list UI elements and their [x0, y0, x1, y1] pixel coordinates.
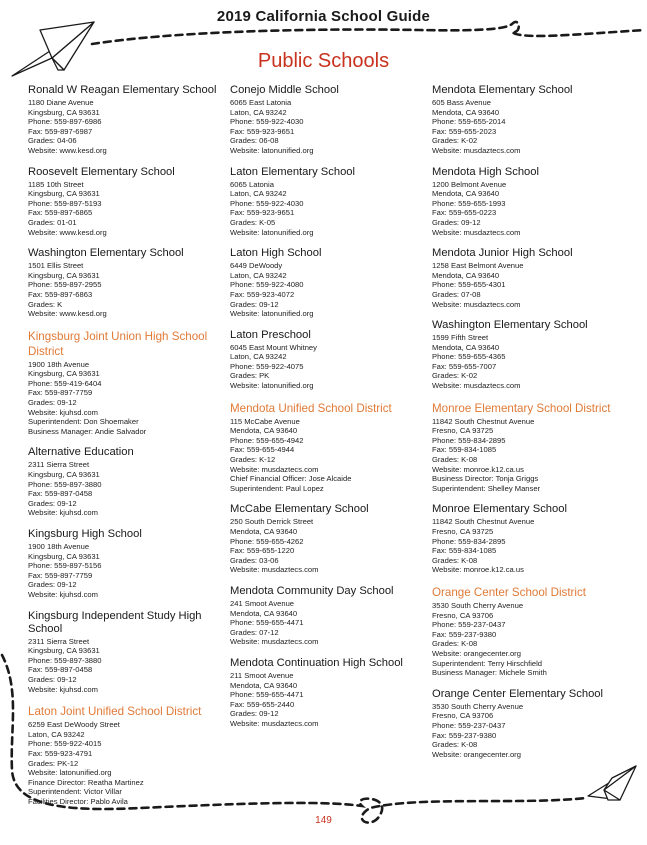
entry-detail-line: Fax: 559-923-4072 [230, 289, 295, 299]
entry-detail-line: Phone: 559-655-4471 [230, 618, 304, 628]
entry-detail-line: Grades: 09-12 [28, 580, 77, 590]
school-name: Mendota Elementary School [432, 84, 573, 96]
entry-detail-line: Mendota, CA 93640 [432, 342, 500, 352]
entry-detail-line: Grades: K-08 [432, 455, 478, 465]
school-name: Laton Preschool [230, 328, 311, 341]
entry-detail-line: 1180 Diane Avenue [28, 98, 94, 107]
entry-detail-line: Grades: PK-12 [28, 758, 79, 768]
entry-detail-line: Phone: 559-419-6404 [28, 378, 102, 388]
entry-detail-line: Fax: 559-897-6865 [28, 208, 93, 218]
entry-detail-line: Grades: K-08 [432, 639, 478, 649]
district-name: Monroe Elementary School District [432, 401, 611, 415]
school-name: Conejo Middle School [230, 84, 339, 96]
entry-detail-line: Phone: 559-655-4942 [230, 435, 304, 445]
entry-detail-line: Grades: 03-06 [230, 555, 279, 565]
entry-detail-line: Mendota, CA 93640 [230, 527, 298, 536]
entry-detail-line: Grades: 09-12 [432, 217, 481, 227]
entry-detail-line: 1258 East Belmont Avenue [432, 261, 524, 271]
entry-detail-line: Website: latonunified.org [230, 381, 314, 391]
entry-detail-line: Fresno, CA 93725 [432, 527, 494, 536]
entry-detail-line: Website: musdaztecs.com [432, 299, 521, 309]
school-name: Ronald W Reagan Elementary School [28, 84, 217, 96]
entry-detail-line: Grades: K-12 [230, 455, 276, 465]
entry-detail-line: Grades: 04-06 [28, 136, 77, 146]
entry-detail-line: Grades: 09-12 [230, 299, 279, 309]
school-name: Laton High School [230, 247, 322, 260]
entry-detail-line: 11842 South Chestnut Avenue [432, 517, 535, 527]
school-entry [28, 446, 220, 518]
entry-detail-line: 6065 Latonia [230, 179, 274, 189]
entry-detail-line: Fax: 559-655-2440 [230, 699, 295, 709]
entry-detail-line: Grades: K [28, 299, 63, 309]
entry-detail-line: Grades: 01-01 [28, 217, 77, 227]
entry-detail-line: 6045 East Mount Whitney [230, 342, 317, 352]
entry-detail-line: Kingsburg, CA 93631 [28, 369, 100, 379]
entry-detail-line: Grades: K-02 [432, 136, 478, 146]
school-entry [432, 247, 624, 309]
entry-detail-line: Website: latonunified.org [230, 309, 314, 319]
entry-detail-line: Grades: K-08 [432, 555, 478, 565]
school-name: Monroe Elementary School [432, 503, 567, 516]
entry-detail-line: Superintendent: Paul Lopez [230, 483, 324, 493]
entry-detail-line: Chief Financial Officer: Jose Alcaide [230, 474, 352, 484]
entry-detail-line: 2311 Sierra Street [28, 460, 90, 470]
entry-detail-line: Website: kjuhsd.com [28, 589, 98, 599]
district-entry [432, 585, 624, 678]
entry-detail-line: Fax: 559-897-7759 [28, 570, 93, 580]
entry-detail-line: 250 South Derrick Street [230, 517, 314, 527]
entry-detail-line: Laton, CA 93242 [230, 107, 287, 117]
district-entry [432, 401, 624, 494]
entry-detail-line: Grades: 07-12 [230, 627, 279, 637]
entry-detail-line: Kingsburg, CA 93631 [28, 189, 100, 199]
school-entry [28, 247, 220, 319]
school-name: McCabe Elementary School [230, 503, 369, 516]
entry-detail-line: Superintendent: Shelley Manser [432, 483, 541, 493]
entry-detail-line: Fresno, CA 93706 [432, 610, 494, 620]
entry-detail-line: Facilities Director: Pablo Avila [28, 796, 128, 806]
school-name: Washington Elementary School [432, 319, 588, 332]
entry-detail-line: Mendota, CA 93640 [432, 107, 500, 117]
entry-detail-line: Phone: 559-834-2895 [432, 435, 506, 445]
school-name: Mendota Junior High School [432, 247, 573, 260]
entry-detail-line: Fax: 559-655-4944 [230, 445, 295, 455]
top-flight-path [92, 22, 645, 44]
entry-detail-line: Mendota, CA 93640 [230, 680, 298, 690]
entry-detail-line: 241 Smoot Avenue [230, 598, 295, 608]
entry-detail-line: Website: latonunified.org [230, 145, 314, 155]
entry-detail-line: 1900 18th Avenue [28, 542, 90, 551]
entry-detail-line: Website: musdaztecs.com [230, 464, 319, 474]
entry-detail-line: Phone: 559-834-2895 [432, 536, 506, 546]
entry-detail-line: Phone: 559-922-4080 [230, 280, 304, 290]
entry-detail-line: Website: musdaztecs.com [432, 227, 521, 237]
school-entry [432, 84, 624, 156]
column-1 [28, 84, 220, 816]
school-entry [28, 610, 220, 695]
entry-detail-line: Phone: 559-655-1993 [432, 198, 506, 208]
entry-detail-line: Fax: 559-237-9380 [432, 730, 497, 740]
entry-detail-line: Website: www.kesd.org [28, 145, 107, 155]
entry-detail-line: Fax: 559-897-0458 [28, 665, 93, 675]
entry-detail-line: Finance Director: Reatha Martinez [28, 777, 144, 787]
school-entry [230, 329, 422, 391]
entry-detail-line: Fresno, CA 93725 [432, 426, 494, 436]
entry-detail-line: Website: musdaztecs.com [230, 637, 319, 647]
entry-detail-line: Fax: 559-897-0458 [28, 489, 93, 499]
school-entry [432, 503, 624, 575]
entry-detail-line: Website: kjuhsd.com [28, 684, 98, 694]
entry-detail-line: Grades: 07-08 [432, 289, 481, 299]
entry-detail-line: 3530 South Cherry Avenue [432, 701, 524, 711]
entry-detail-line: Fax: 559-897-6987 [28, 126, 93, 136]
entry-detail-line: Grades: 09-12 [28, 498, 77, 508]
entry-detail-line: Grades: K-05 [230, 217, 276, 227]
entry-detail-line: Kingsburg, CA 93631 [28, 646, 100, 656]
entry-detail-line: 6065 East Latonia [230, 98, 292, 107]
district-entry [28, 704, 220, 806]
entry-detail-line: Mendota, CA 93640 [230, 426, 298, 436]
school-entry [230, 247, 422, 319]
school-entry [230, 503, 422, 575]
entry-detail-line: Fax: 559-655-7007 [432, 361, 497, 371]
entry-detail-line: Grades: 09-12 [28, 398, 77, 408]
entry-detail-line: Fax: 559-655-0223 [432, 208, 497, 218]
entry-detail-line: 211 Smoot Avenue [230, 670, 294, 680]
entry-detail-line: Mendota, CA 93640 [230, 608, 298, 618]
entry-detail-line: Superintendent: Victor Villar [28, 787, 122, 797]
section-title: Public Schools [257, 50, 390, 72]
entry-detail-line: Grades: K-02 [432, 371, 478, 381]
entry-detail-line: Fax: 559-655-1220 [230, 546, 295, 556]
entry-detail-line: Fresno, CA 93706 [432, 711, 494, 721]
district-name: Orange Center School District [432, 585, 587, 599]
entry-detail-line: Website: kjuhsd.com [28, 508, 98, 518]
entry-detail-line: Superintendent: Don Shoemaker [28, 417, 139, 427]
entry-detail-line: Fax: 559-897-6863 [28, 289, 93, 299]
entry-detail-line: Kingsburg, CA 93631 [28, 270, 100, 280]
guide-title: 2019 California School Guide [216, 8, 431, 25]
entry-detail-line: Website: www.kesd.org [28, 227, 107, 237]
entry-detail-line: Phone: 559-897-2955 [28, 280, 102, 290]
entry-detail-line: Business Manager: Andie Salvador [28, 426, 147, 436]
district-name: Laton Joint Unified School District [28, 705, 202, 719]
entry-detail-line: Laton, CA 93242 [28, 729, 85, 739]
entry-detail-line: Website: latonunified.org [28, 768, 112, 778]
entry-detail-line: Phone: 559-655-2014 [432, 117, 506, 127]
entry-detail-line: Grades: K-08 [432, 740, 478, 750]
entry-detail-line: Fax: 559-923-9651 [230, 126, 295, 136]
entry-detail-line: 1501 Ellis Street [28, 261, 84, 271]
entry-detail-line: Website: www.kesd.org [28, 309, 107, 319]
entry-detail-line: 1599 Fifth Street [432, 333, 489, 343]
school-entry [28, 166, 220, 238]
entry-detail-line: Grades: 06-08 [230, 136, 279, 146]
entry-detail-line: 1900 18th Avenue [28, 359, 90, 369]
entry-detail-line: Phone: 559-655-4365 [432, 352, 506, 362]
school-name: Kingsburg High School [28, 528, 142, 540]
entry-detail-line: Website: musdaztecs.com [432, 145, 521, 155]
school-entry [432, 319, 624, 391]
entry-detail-line: Fax: 559-923-9651 [230, 208, 295, 218]
entry-detail-line: Website: musdaztecs.com [432, 381, 521, 391]
entry-detail-line: 115 McCabe Avenue [230, 416, 300, 426]
entry-detail-line: Phone: 559-897-3880 [28, 655, 102, 665]
school-name: Alternative Education [28, 446, 134, 459]
entry-detail-line: Laton, CA 93242 [230, 189, 287, 199]
entry-detail-line: Grades: 09-12 [28, 674, 77, 684]
school-entry [28, 528, 220, 600]
entry-detail-line: Phone: 559-897-3880 [28, 479, 102, 489]
entry-detail-line: Mendota, CA 93640 [432, 189, 500, 199]
school-entry [28, 84, 220, 156]
entry-detail-line: Business Manager: Michele Smith [432, 668, 547, 678]
entry-detail-line: Phone: 559-237-0437 [432, 720, 506, 730]
entry-detail-line: Phone: 559-922-4015 [28, 739, 102, 749]
entry-detail-line: 1200 Belmont Avenue [432, 179, 507, 189]
entry-detail-line: Website: monroe.k12.ca.us [432, 565, 524, 575]
school-name: Roosevelt Elementary School [28, 165, 175, 178]
entry-detail-line: Fax: 559-834-1085 [432, 445, 497, 455]
entry-detail-line: Phone: 559-922-4030 [230, 117, 304, 127]
school-entry [432, 166, 624, 238]
entry-detail-line: Fax: 559-237-9380 [432, 629, 497, 639]
entry-detail-line: 1185 10th Street [28, 179, 84, 189]
entry-detail-line: 2311 Sierra Street [28, 636, 90, 646]
entry-detail-line: Website: musdaztecs.com [230, 565, 319, 575]
column-3 [432, 84, 624, 769]
school-entry [230, 585, 422, 647]
school-name: Mendota High School [432, 165, 539, 178]
entry-detail-line: 6449 DeWoody [230, 261, 283, 271]
entry-detail-line: Phone: 559-922-4030 [230, 198, 304, 208]
school-entry [230, 84, 422, 156]
entry-detail-line: Kingsburg, CA 93631 [28, 551, 100, 561]
entry-detail-line: 6259 East DeWoody Street [28, 720, 120, 730]
entry-detail-line: Kingsburg, CA 93631 [28, 107, 100, 117]
entry-detail-line: Superintendent: Terry Hirschfield [432, 658, 543, 668]
column-2 [230, 84, 422, 739]
entry-detail-line: Fax: 559-923-4791 [28, 748, 93, 758]
entry-detail-line: 11842 South Chestnut Avenue [432, 416, 535, 426]
entry-detail-line: 3530 South Cherry Avenue [432, 600, 524, 610]
entry-detail-line: Phone: 559-655-4471 [230, 690, 304, 700]
entry-detail-line: Laton, CA 93242 [230, 352, 287, 362]
entry-detail-line: Laton, CA 93242 [230, 270, 287, 280]
entry-detail-line: Fax: 559-655-2023 [432, 126, 497, 136]
entry-detail-line: Mendota, CA 93640 [432, 270, 500, 280]
entry-detail-line: Phone: 559-655-4301 [432, 280, 506, 290]
page-number: 149 [315, 815, 332, 826]
entry-detail-line: Website: musdaztecs.com [230, 718, 319, 728]
entry-detail-line: Website: latonunified.org [230, 227, 314, 237]
district-entry [230, 401, 422, 494]
district-entry [28, 329, 220, 437]
school-name: Washington Elementary School [28, 247, 184, 260]
entry-detail-line: Kingsburg, CA 93631 [28, 470, 100, 480]
entry-detail-line: Grades: 09-12 [230, 709, 279, 719]
entry-detail-line: Phone: 559-237-0437 [432, 620, 506, 630]
entry-detail-line: Phone: 559-897-6986 [28, 117, 102, 127]
school-name: Mendota Community Day School [230, 584, 394, 597]
entry-detail-line: Grades: PK [230, 371, 270, 381]
entry-detail-line: Website: monroe.k12.ca.us [432, 464, 524, 474]
school-name: Mendota Continuation High School [230, 656, 403, 669]
school-entry [230, 657, 422, 729]
entry-detail-line: Website: kjuhsd.com [28, 407, 98, 417]
school-name: Laton Elementary School [230, 165, 356, 178]
entry-detail-line: Business Director: Tonja Griggs [432, 474, 539, 484]
entry-detail-line: Fax: 559-897-7759 [28, 388, 93, 398]
district-name: Kingsburg Joint Union High School District [28, 329, 208, 358]
entry-detail-line: 605 Bass Avenue [432, 98, 491, 107]
paper-airplane-icon-bottom [588, 766, 636, 800]
school-name: Kingsburg Independent Study High School [28, 609, 202, 635]
school-name: Orange Center Elementary School [432, 687, 604, 700]
entry-detail-line: Phone: 559-897-5156 [28, 561, 102, 571]
school-entry [432, 688, 624, 760]
entry-detail-line: Fax: 559-834-1085 [432, 546, 497, 556]
district-name: Mendota Unified School District [230, 401, 392, 415]
entry-detail-line: Phone: 559-922-4075 [230, 361, 304, 371]
entry-detail-line: Website: orangecenter.org [432, 749, 521, 759]
entry-detail-line: Website: orangecenter.org [432, 648, 521, 658]
entry-detail-line: Phone: 559-655-4262 [230, 536, 304, 546]
entry-detail-line: Phone: 559-897-5193 [28, 198, 102, 208]
school-entry [230, 166, 422, 238]
